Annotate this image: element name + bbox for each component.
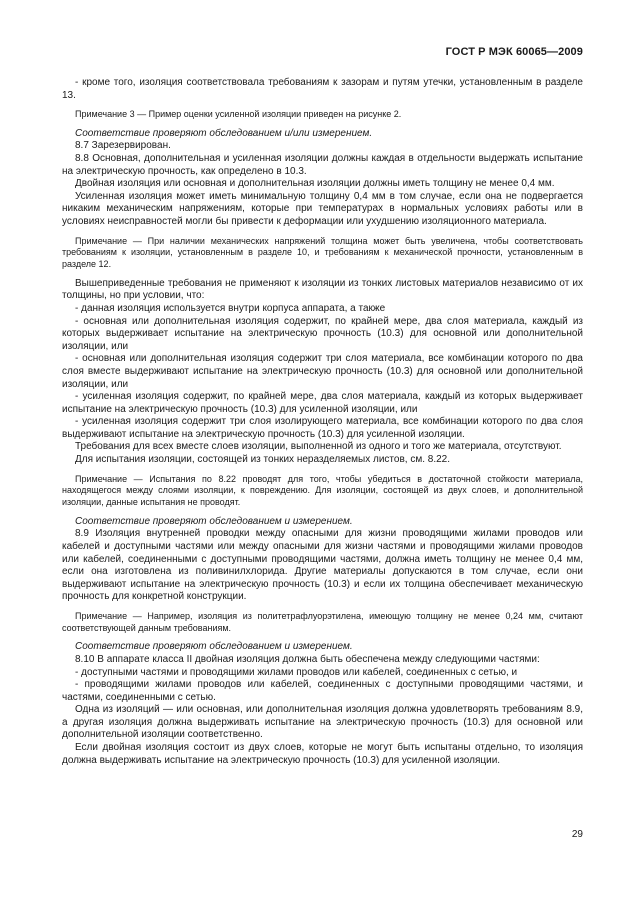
paragraph: Вышеприведенные требования не применяют к изоляции из тонких листовых материалов независимо от их толщины, но при условии, что: xyxy=(62,277,583,302)
clause-8-10: 8.10 В аппарате класса II двойная изоляция должна быть обеспечена между следующими частями: xyxy=(75,653,540,665)
list-item: - усиленная изоляция содержит, по крайней мере, два слоя материала, каждый из которых выдерживает испытание на электрическую прочность (10.3) для усиленной изоляции, или xyxy=(62,391,583,415)
list-item: - усиленная изоляция содержит три слоя изолирующего материала, все комбинации которого по два слоя выдерживают испытание на электрическую прочность (10.3) для усиленной изоляции. xyxy=(62,416,583,440)
paragraph: Если двойная изоляция состоит из двух слоев, которые не могут быть испытаны отдельно, то изоляция должна выдерживать испытание на электрическую прочность (10.3) для усиленной изоляции. xyxy=(62,742,583,766)
clause-8-8: 8.8 Основная, дополнительная и усиленная изоляции должны каждая в отдельности выдержать испытание на электрическую прочность, как определено в 10.3. xyxy=(62,153,583,177)
compliance-statement: Соответствие проверяют обследованием и измерением. xyxy=(75,515,353,527)
paragraph: - кроме того, изоляция соответствовала требованиям к зазорам и путям утечки, установленным в разделе 13. xyxy=(62,77,583,101)
paragraph: Для испытания изоляции, состоящей из тонких неразделяемых листов, см. 8.22. xyxy=(75,454,450,466)
note: Примечание — Например, изоляция из политетрафлуорэтилена, имеющую толщину не менее 0,24 мм, считают соответствующей данным требованиям. xyxy=(62,610,583,633)
document-body xyxy=(62,77,583,767)
paragraph: Требования для всех вместе слоев изоляции, выполненной из одного и того же материала, отсутствуют. xyxy=(75,441,562,453)
list-item: - данная изоляция используется внутри корпуса аппарата, а также xyxy=(75,302,386,314)
note: Примечание — При наличии механических напряжений толщина может быть увеличена, чтобы соответствовать требованиям к изоляции, установленным в разделе 10, и требованиям к механической прочности, установленным в разделе 12. xyxy=(62,235,583,270)
note: Примечание 3 — Пример оценки усиленной изоляции приведен на рисунке 2. xyxy=(75,109,402,120)
note: Примечание — Испытания по 8.22 проводят для того, чтобы убедиться в достаточной стойкости материала, находящегося между слоями изоляции, к повреждению. Для изоляции, состоящей из двух слоев, и дополнительной изоляции, данные испытания не проводят. xyxy=(62,473,583,508)
clause-8-7: 8.7 Зарезервирован. xyxy=(75,140,171,152)
compliance-statement: Соответствие проверяют обследованием и/или измерением. xyxy=(75,127,373,139)
list-item: - основная или дополнительная изоляция содержит, по крайней мере, два слоя материала, каждый из которых выдерживает испытание на электрическую прочность (10.3) для основной или дополнительной изоляции, или xyxy=(62,315,583,352)
list-item: - проводящими жилами проводов или кабелей, соединенных с доступными проводящими частями, и частями, соединенными с сетью. xyxy=(62,679,583,703)
paragraph: Двойная изоляция или основная и дополнительная изоляции должны иметь толщину не менее 0,4 мм. xyxy=(75,178,555,190)
list-item: - доступными частями и проводящими жилами проводов или кабелей, соединенных с сетью, и xyxy=(75,666,518,678)
compliance-statement: Соответствие проверяют обследованием и измерением. xyxy=(75,641,353,653)
list-item: - основная или дополнительная изоляция содержит три слоя материала, все комбинации которого по два слоя вместе выдерживают испытание на электрическую прочность (10.3) для основной или дополнительной изоляции, или xyxy=(62,353,583,390)
standard-header: ГОСТ Р МЭК 60065—2009 xyxy=(445,46,583,58)
paragraph: Одна из изоляций — или основная, или дополнительная изоляция должна удовлетворять требованиям 8.9, а другая изоляция должна выдерживать испытание на электрическую прочность (10.3) для основной или дополнительной изоляции соответственно. xyxy=(62,704,583,741)
page-number: 29 xyxy=(571,829,583,840)
clause-8-9: 8.9 Изоляция внутренней проводки между опасными для жизни проводящими жилами проводов или кабелей и доступными частями или между опасными для жизни частями и проводящими жилами проводов или кабелей, соединенными с доступными проводящими частями, должна иметь толщину не менее 0,4 мм, если она изготовлена из поливинилхлорида. Другие материалы допускаются в том случае, если они выдерживают испытание на электрическую прочность (10.3) и если их толщина обеспечивает механическую прочность для конкретной конструкции. xyxy=(62,528,583,603)
paragraph: Усиленная изоляция может иметь минимальную толщину 0,4 мм в том случае, если она не подвергается никаким механическим напряжениям, которые при температурах в нормальных условиях работы или в условиях неисправностей могли бы привести к деформации или ухудшению изоляционного материала. xyxy=(62,190,583,228)
